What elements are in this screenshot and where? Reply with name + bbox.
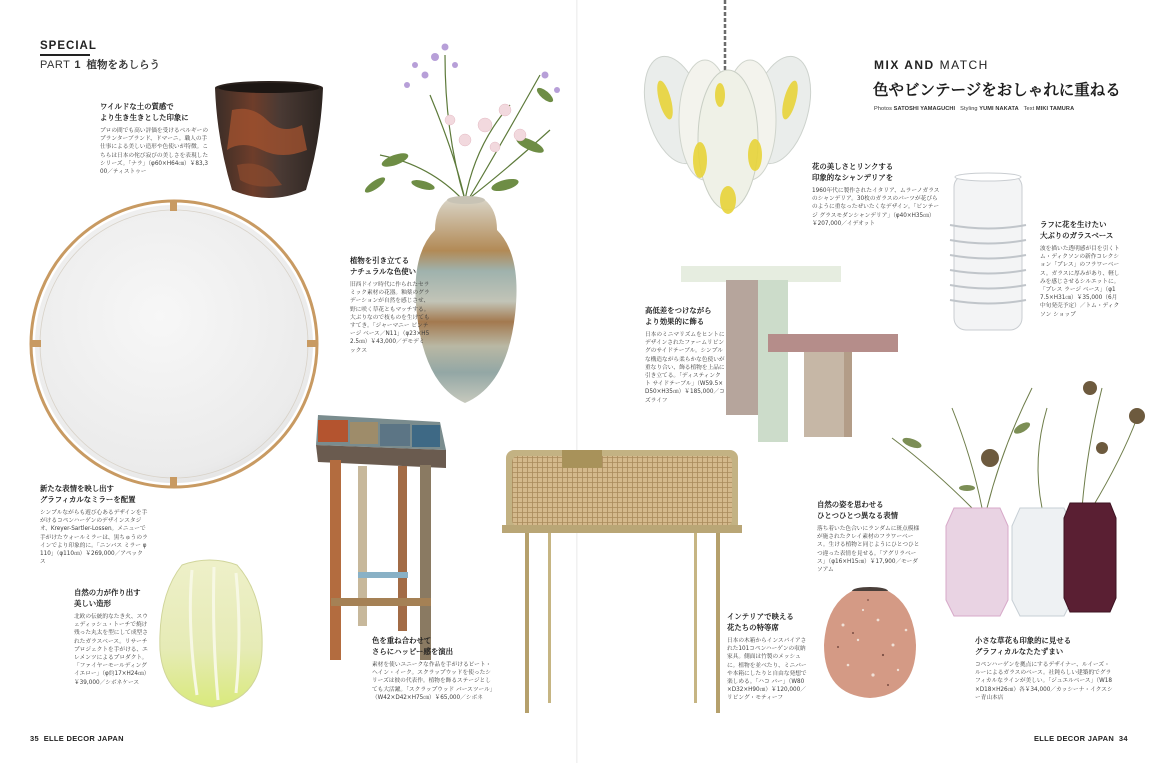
caption-chandelier-heading [812, 162, 942, 183]
caption-terrazzo-h1: 自然の姿を思わせる [817, 500, 884, 509]
left-magazine-name: ELLE DECOR JAPAN [43, 734, 124, 743]
left-folio [30, 734, 124, 743]
caption-glassvase-body: 波を描いた透明感が目を引くトム・ディクソンの新作コレクション「プレス」のフラワーベース。ガラスに厚みがあり、軽しみを感じさせるシルエットに。「プレス ラージ ベース」（φ17.5×H31㎝）￥35,000（6月中旬発売予定）／トム・ディクソン ショップ [1040, 246, 1120, 318]
caption-vase-heading [350, 256, 430, 277]
hako-bar-console-image [500, 445, 745, 720]
caption-cubes-heading [975, 636, 1115, 657]
credit-text-label: Text [1023, 106, 1035, 112]
right-magazine-name: ELLE DECOR JAPAN [1034, 734, 1115, 743]
credit-styling-label: Styling [960, 106, 978, 112]
caption-glassvase-h1: ラフに花を生けたい [1040, 220, 1107, 229]
round-mirror-image [26, 198, 326, 492]
caption-stool [372, 636, 494, 702]
caption-sidetable-body: 日本のミニマリズムをヒントにデザインされたファームリビングのサイドテーブル。シンプルな構造ながら柔らかな色使いが重なり合い、飾る植物を上品に引き立てる。「ディスティンクト サイドテーブル」（W59.5×D50×H35㎝）￥185,000／コズライフ [645, 332, 725, 404]
caption-console [727, 612, 807, 703]
caption-terrazzo-body: 落ち着いた色合いにランダムに斑点模様が施されたクレイ素材のフラワーベース。生ける植物と同じようにひとつひとつ違った表情を見せる。「アグリラベース」（φ16×H15㎝）￥17,900／モーダ ソアム [817, 526, 920, 574]
part-heading [40, 57, 160, 72]
credits [874, 106, 1074, 112]
caption-glass-h2: 美しい造形 [74, 598, 111, 608]
caption-console-body: 日本の木箱からインスパイアされた101コペンハーゲンの収納家具。側面は竹製のメッシュに。植物を並べたり、ミニバーや本箱にしたりと自由な発想で楽しめる。「ハコ バー」（W80×D32×H90㎝）￥120,000／リビング・モティーフ [727, 638, 807, 702]
left-page-number: 35 [30, 734, 39, 743]
caption-planter [100, 102, 210, 176]
caption-chandelier-h1: 花の美しさとリンクする [812, 162, 894, 171]
caption-planter-body: プロの間でも高い評価を受けるベルギーのプランターブランド、ドマーニ。職人の手仕事による美しい造形や色使いが特徴。こちらは日本の侘び寂びの美しさを表現したシリーズ。「ナラ」（φ60×H64㎝）￥83,300／ティストゥー [100, 128, 209, 176]
caption-mirror-heading [40, 484, 148, 505]
caption-vase [350, 256, 430, 355]
right-page-number: 34 [1118, 734, 1128, 743]
yellow-glass-vase-image [152, 555, 270, 710]
section-underline [40, 54, 90, 56]
caption-cubes-h2: グラフィカルなたたずまい [975, 646, 1064, 656]
caption-mirror-body: シンプルながらも遊び心あるデザインを手がけるコペンハーゲンのデザインスタジオ、Kreyer-Sartler-Lossen。メニューで手がけたウォールミラーは、黒ちゅうのラインでより印象的に。「ニンバス ミラー φ110」（φ110㎝）￥269,000／アペックス [40, 510, 148, 566]
caption-terrazzo [817, 500, 923, 574]
part-number: 1 [74, 59, 81, 71]
caption-glass-body: 北欧の伝統的なたき火、スウェディッシュ・トーチで焼け残った丸太を型にして成型されたガラスベース。リサーチプロジェクトを手がける、エレメンツによるプロダクト。「ファイヤーモールディング イエロー」（φ約17×H24㎝）￥39,000／シボネケース [74, 614, 148, 686]
section-label: SPECIAL [40, 40, 97, 52]
jewel-vases-with-flowers-image [872, 368, 1152, 618]
caption-stool-heading [372, 636, 494, 657]
caption-glass [74, 588, 148, 687]
caption-glass-h1: 自然の力が作り出す [74, 588, 141, 597]
scrapwood-stool-image [298, 410, 463, 665]
caption-sidetable-h1: 高低差をつけながら [645, 306, 712, 315]
caption-planter-h2: より生き生きとした印象に [100, 112, 189, 122]
caption-glass-heading [74, 588, 148, 609]
caption-mirror-h2: グラフィカルなミラーを配置 [40, 494, 136, 504]
credit-text: MIKI TAMURA [1035, 106, 1075, 112]
caption-sidetable [645, 306, 725, 405]
caption-planter-heading [100, 102, 210, 123]
caption-glassvase [1040, 220, 1120, 319]
caption-mirror-h1: 新たな表情を映し出す [40, 484, 114, 493]
credit-styling: YUMI NAKATA [979, 106, 1019, 112]
caption-glassvase-h2: 大ぶりのガラスベース [1040, 230, 1114, 240]
caption-cubes-body: コペンハーゲンを拠点にするデザイナー、ルイーズ・ルーによるガラスのベース。社鈍らしい建築的でグラフィカルなラインが美しい。「ジュエルベース」（W18×D18×H26㎝）各￥34,000／カッシーナ・イクスシー青山本店 [975, 662, 1113, 701]
credit-photos-label: Photos [874, 106, 893, 112]
caption-console-heading [727, 612, 807, 633]
caption-terrazzo-heading [817, 500, 923, 521]
right-folio [1034, 734, 1128, 743]
caption-glassvase-heading [1040, 220, 1120, 241]
caption-chandelier-h2: 印象的なシャンデリアを [812, 172, 894, 182]
caption-mirror [40, 484, 148, 566]
caption-cubes-h1: 小さな草花も印象的に見せる [975, 636, 1072, 645]
caption-stool-h2: さらにハッピー感を演出 [372, 646, 454, 656]
caption-stool-h1: 色を重ね合わせて [372, 636, 432, 645]
series-label-bold: MIX AND [874, 58, 935, 72]
credit-photos: SATOSHI YAMAGUCHI [893, 106, 956, 112]
caption-vase-h1: 植物を引き立てる [350, 256, 410, 265]
caption-console-h1: インテリアで映える [727, 612, 794, 621]
part-title: 植物をあしらう [86, 59, 160, 71]
caption-sidetable-heading [645, 306, 725, 327]
rust-planter-image [212, 80, 326, 206]
caption-vase-body: 旧西ドイツ時代に作られたセラミック素材の花器。釉薬のグラデーションが自然を感じさせ、野に咲く草花ともマッチする。大ぶりなので枝ものを生けてもすてき。「ジャーマニー ビンテージ ベース／N11」（φ23×H52.5㎝）￥43,000／デモデミックス [350, 282, 430, 354]
caption-terrazzo-h2: ひとつひとつ異なる表情 [817, 510, 899, 520]
part-label: PART [40, 59, 71, 71]
caption-chandelier-body: 1960年代に製作されたイタリア、ムラーノガラスのシャンデリア。30枚のガラスのパーツが花びらのように重なったぜいたくなデザイン。「ビンテージ グラスモダンシャンデリア」（φ40×H35㎝）￥207,000／イデオット [812, 188, 940, 227]
caption-cubes [975, 636, 1115, 702]
caption-console-h2: 花たちの特等席 [727, 622, 779, 632]
caption-sidetable-h2: より効果的に飾る [645, 316, 705, 326]
series-label [874, 58, 989, 72]
murano-chandelier-image [640, 0, 815, 225]
caption-stool-body: 素材を使いユニークな作品を手がけるピート・ヘイン・イーク。スクラップウッドを使ったシリーズは彼の代表作。植物を飾るステージとしても大活躍。「スクラップウッド バースツール」（W42×D42×H75㎝）￥65,000／シボネ [372, 662, 493, 701]
caption-chandelier [812, 162, 942, 228]
caption-vase-h2: ナチュラルな色使い [350, 266, 417, 276]
article-title: 色やビンテージをおしゃれに重ねる [873, 81, 1121, 99]
press-glass-vase-image [944, 170, 1032, 335]
series-label-light: MATCH [939, 58, 989, 72]
caption-planter-h1: ワイルドな土の質感で [100, 102, 174, 111]
